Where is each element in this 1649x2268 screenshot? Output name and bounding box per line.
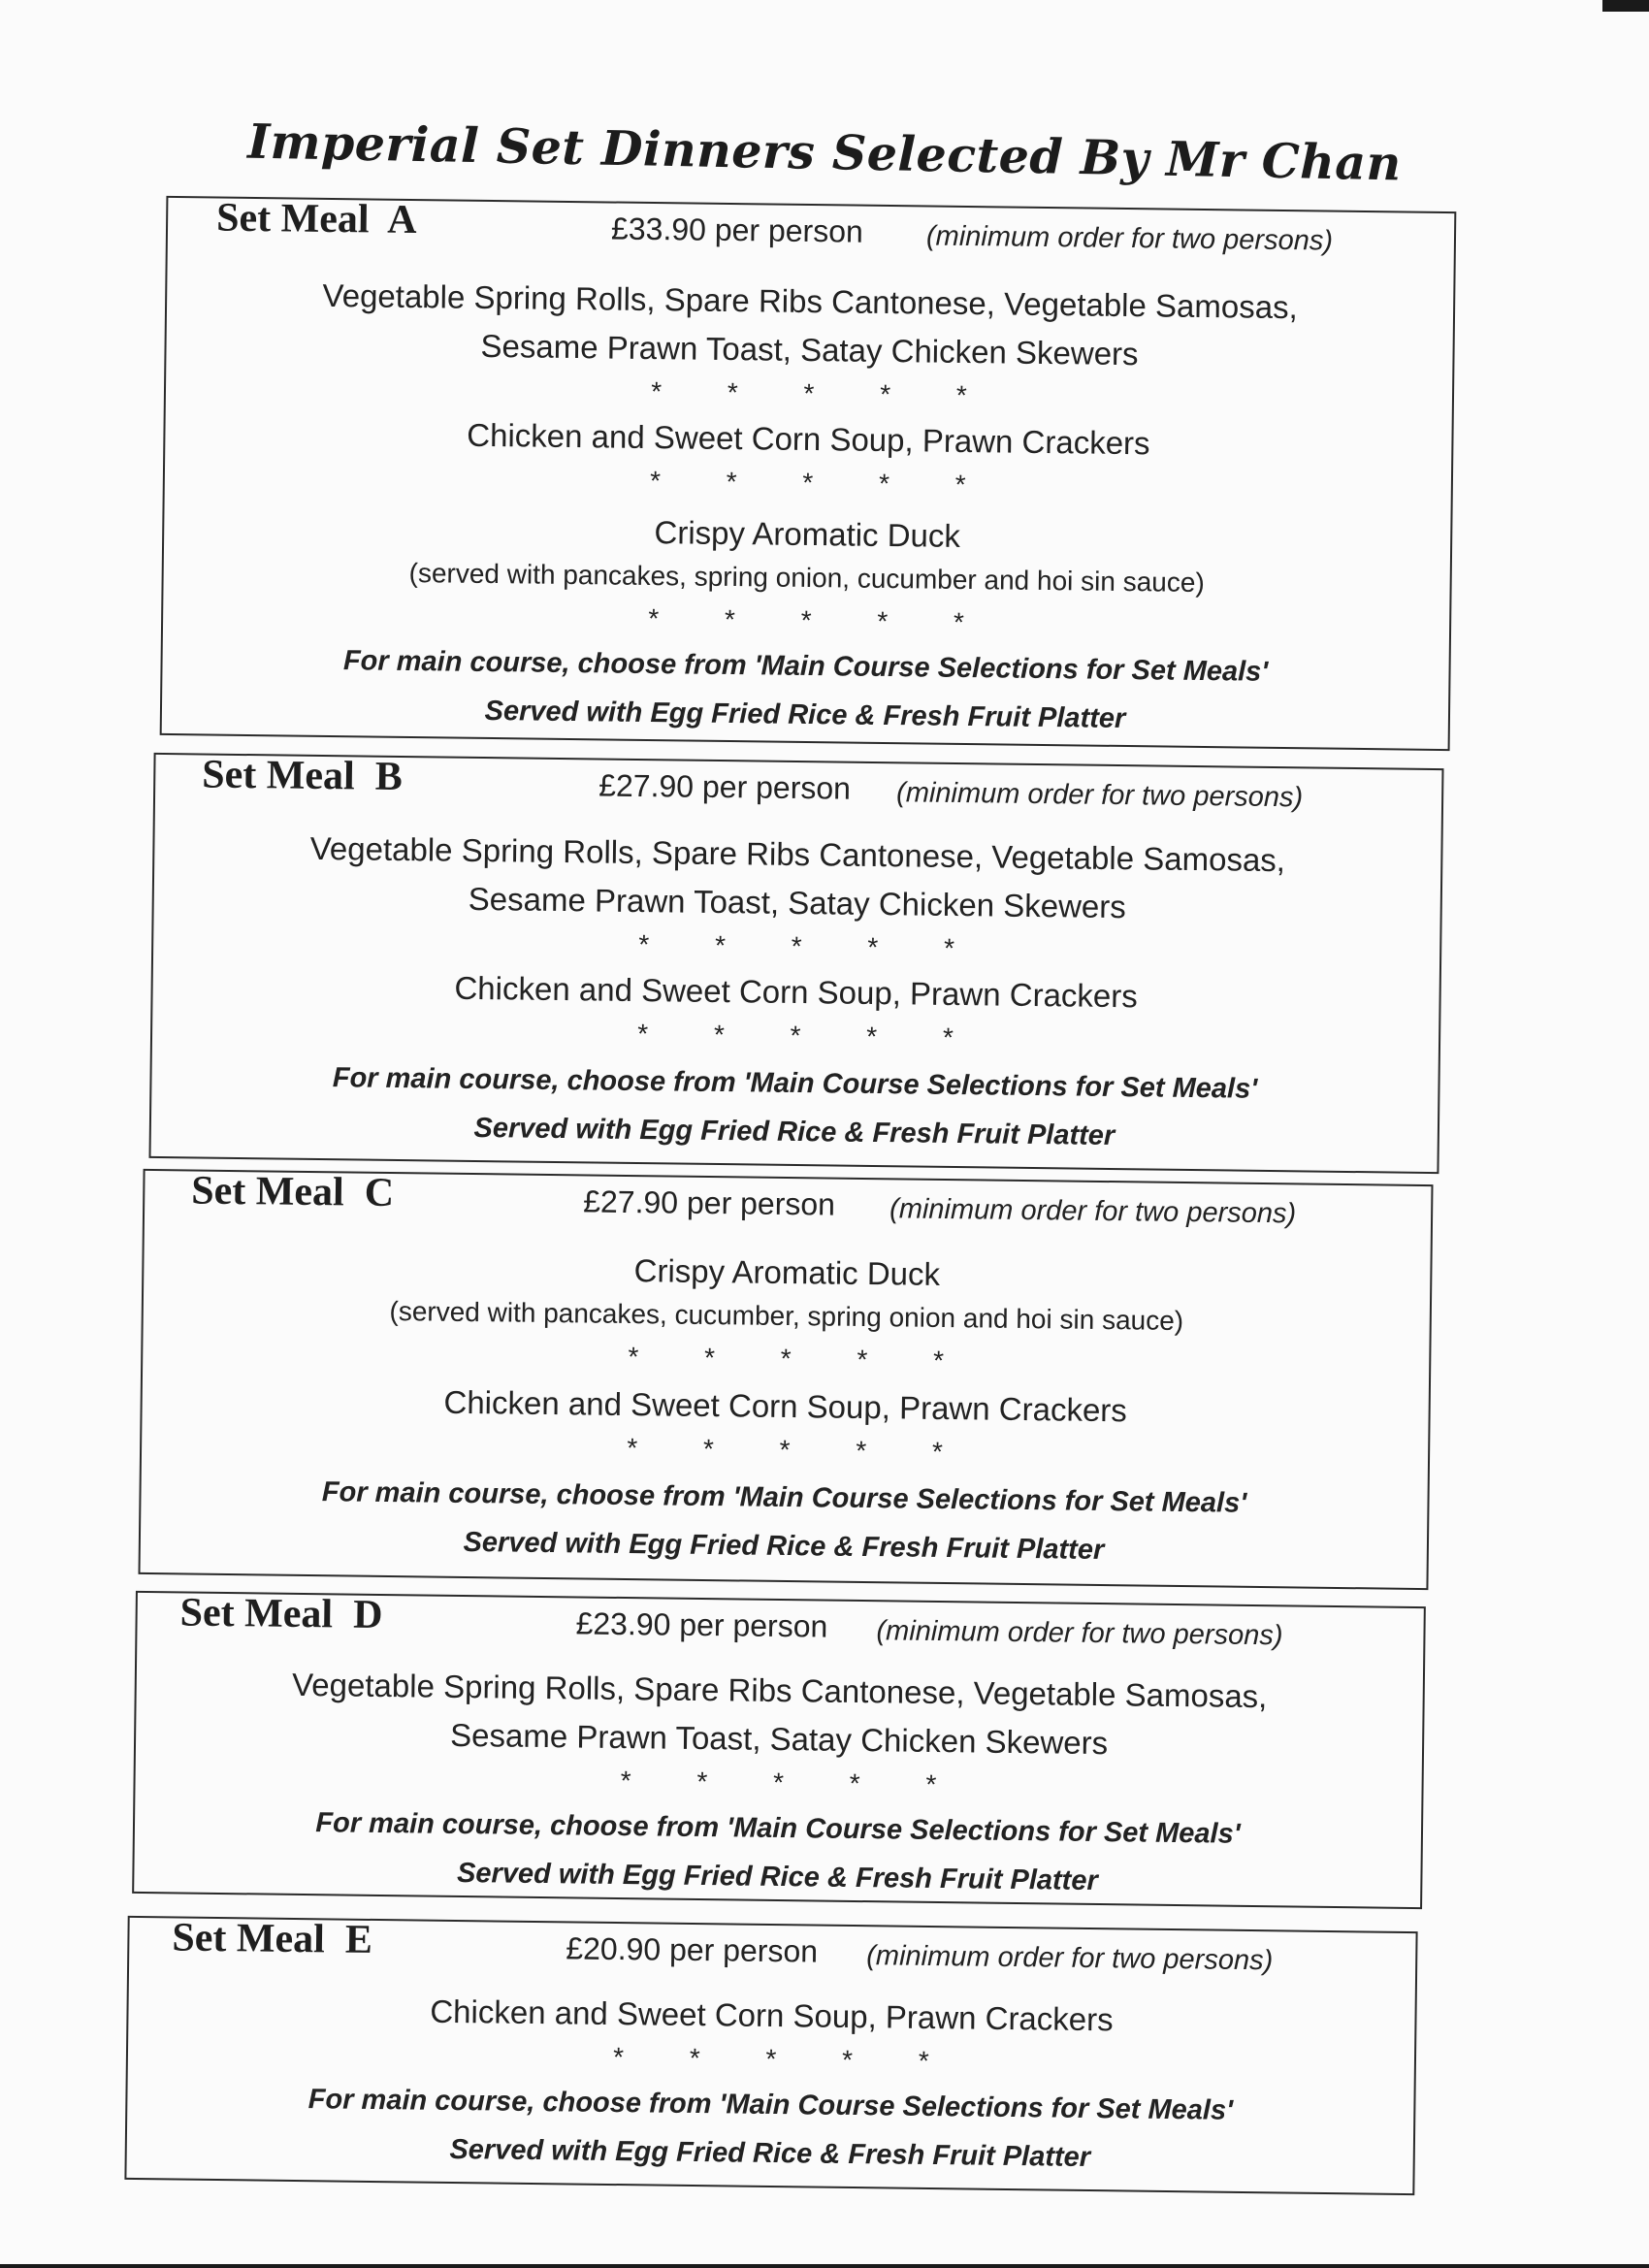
course-divider: * * * * * xyxy=(628,1342,945,1376)
served-with-note: Served with Egg Fried Rice & Fresh Fruit Platter xyxy=(449,2133,1091,2174)
duck-course: Crispy Aromatic Duck xyxy=(633,1252,941,1292)
duck-note: (served with pancakes, cucumber, spring onion and hoi sin sauce) xyxy=(389,1296,1184,1337)
soup-course: Chicken and Sweet Corn Soup, Prawn Crackers xyxy=(443,1383,1128,1429)
meal-courses xyxy=(134,1661,1423,1909)
meal-price: £27.90 per person xyxy=(583,1183,836,1222)
starters-line-2: Sesame Prawn Toast, Satay Chicken Skewers xyxy=(449,1716,1109,1762)
course-divider: * * * * * xyxy=(649,466,966,500)
served-with-note: Served with Egg Fried Rice & Fresh Fruit Platter xyxy=(456,1857,1098,1897)
course-divider: * * * * * xyxy=(648,603,965,637)
main-course-note: For main course, choose from 'Main Course Selections for Set Meals' xyxy=(315,1807,1241,1850)
main-course-note: For main course, choose from 'Main Course Selections for Set Meals' xyxy=(321,1476,1247,1519)
served-with-note: Served with Egg Fried Rice & Fresh Fruit Platter xyxy=(484,695,1126,735)
soup-course: Chicken and Sweet Corn Soup, Prawn Crackers xyxy=(454,969,1138,1015)
starters-line-2: Sesame Prawn Toast, Satay Chicken Skewers xyxy=(480,327,1139,373)
course-divider: * * * * * xyxy=(612,2042,929,2076)
course-divider: * * * * * xyxy=(651,376,967,410)
starters-line-1: Vegetable Spring Rolls, Spare Ribs Cantonese, Vegetable Samosas, xyxy=(291,1666,1268,1715)
meal-courses xyxy=(151,825,1441,1164)
set-meal-b xyxy=(148,753,1443,1174)
meal-price: £20.90 per person xyxy=(566,1930,819,1969)
soup-course: Chicken and Sweet Corn Soup, Prawn Crackers xyxy=(430,1993,1114,2038)
starters-line-1: Vegetable Spring Rolls, Spare Ribs Cantonese, Vegetable Samosas, xyxy=(322,276,1298,326)
course-divider: * * * * * xyxy=(620,1766,937,1799)
meal-name: Set Meal D xyxy=(179,1590,383,1637)
meal-courses xyxy=(141,1243,1431,1578)
meal-minimum-order: (minimum order for two persons) xyxy=(866,1940,1274,1977)
meal-price: £23.90 per person xyxy=(575,1605,828,1644)
scan-bottom-edge xyxy=(0,2264,1649,2268)
meal-minimum-order: (minimum order for two persons) xyxy=(876,1615,1283,1652)
duck-course: Crispy Aromatic Duck xyxy=(654,514,961,554)
meal-name: Set Meal A xyxy=(215,195,417,243)
meal-price: £33.90 per person xyxy=(610,211,864,249)
meal-minimum-order: (minimum order for two persons) xyxy=(895,777,1304,814)
served-with-note: Served with Egg Fried Rice & Fresh Fruit Platter xyxy=(463,1526,1105,1567)
meal-minimum-order: (minimum order for two persons) xyxy=(889,1193,1297,1230)
meal-minimum-order: (minimum order for two persons) xyxy=(925,220,1334,257)
scan-edge-mark xyxy=(1602,0,1649,12)
duck-note: (served with pancakes, spring onion, cucumber and hoi sin sauce) xyxy=(408,557,1205,599)
set-meal-d xyxy=(132,1591,1426,1909)
set-meal-a xyxy=(160,196,1457,751)
course-divider: * * * * * xyxy=(637,1019,954,1053)
set-meal-c xyxy=(138,1169,1433,1590)
main-course-note: For main course, choose from 'Main Course Selections for Set Meals' xyxy=(332,1062,1258,1105)
main-course-note: For main course, choose from 'Main Course Selections for Set Meals' xyxy=(307,2084,1234,2126)
set-meal-e xyxy=(124,1916,1417,2195)
starters-line-2: Sesame Prawn Toast, Satay Chicken Skewers xyxy=(468,880,1126,925)
course-divider: * * * * * xyxy=(627,1433,944,1467)
page-title: Imperial Set Dinners Selected By Mr Chan xyxy=(246,113,1403,192)
served-with-note: Served with Egg Fried Rice & Fresh Fruit Platter xyxy=(473,1112,1116,1152)
main-course-note: For main course, choose from 'Main Course Selections for Set Meals' xyxy=(342,645,1269,688)
meal-name: Set Meal E xyxy=(172,1915,373,1962)
meal-name: Set Meal B xyxy=(202,752,404,800)
meal-price: £27.90 per person xyxy=(598,767,852,806)
meal-name: Set Meal C xyxy=(191,1168,395,1216)
meal-courses xyxy=(127,1986,1415,2186)
starters-line-1: Vegetable Spring Rolls, Spare Ribs Cantonese, Vegetable Samosas, xyxy=(309,829,1286,879)
soup-course: Chicken and Sweet Corn Soup, Prawn Crackers xyxy=(467,416,1150,462)
meal-courses xyxy=(162,272,1454,747)
course-divider: * * * * * xyxy=(638,929,955,963)
